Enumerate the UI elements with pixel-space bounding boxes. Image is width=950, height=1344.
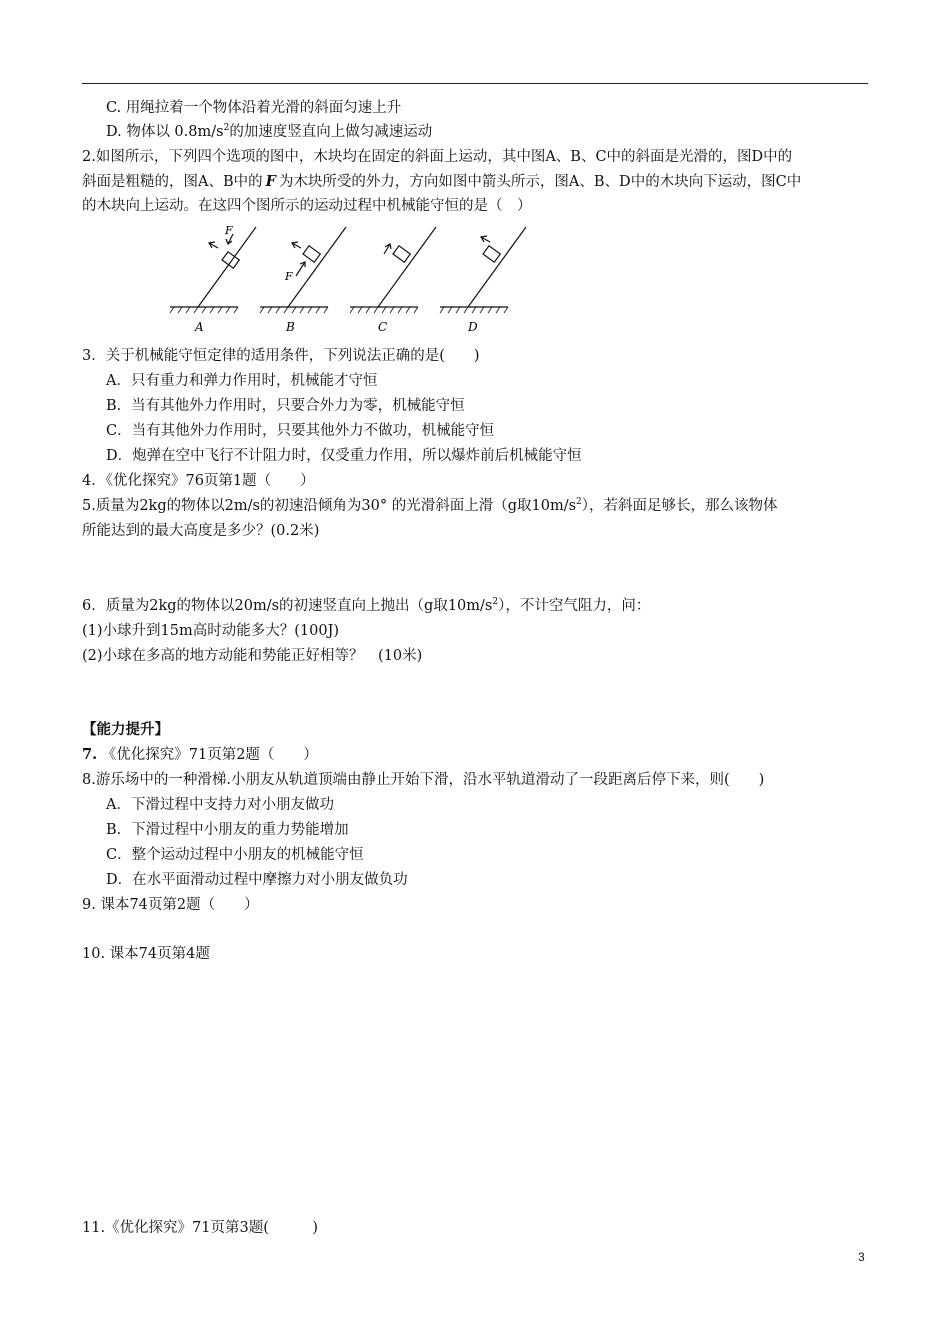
q9: 9. 课本74页第2题（ ） (82, 897, 259, 913)
q3-option-b: B．当有其他外力作用时，只要合外力为零，机械能守恒 (106, 398, 465, 414)
figure-label-a: A (195, 320, 204, 334)
q6-part-1: (1)小球升到15m高时动能多大？(100J) (82, 623, 340, 639)
q3-option-c: C．当有其他外力作用时，只要其他外力不做功，机械能守恒 (106, 423, 495, 439)
q2-line-2: 斜面是粗糙的，图A、B中的 F 为木块所受的外力，方向如图中箭头所示，图A、B、D中的木块向下运动，图C中 (82, 173, 802, 190)
figure-label-c: C (378, 320, 388, 334)
q3-option-a: A．只有重力和弹力作用时，机械能才守恒 (106, 373, 378, 389)
figure-d (440, 227, 526, 313)
q11: 11.《优化探究》71页第3题( ) (82, 1220, 319, 1236)
figure-b (260, 227, 346, 313)
force-label-a: F (225, 224, 233, 237)
incline-figures (160, 222, 540, 340)
q2-line-3: 的木块向上运动。在这四个图所示的运动过程中机械能守恒的是（ ） (82, 198, 532, 214)
force-symbol: F (265, 173, 276, 190)
figure-label-b: B (286, 320, 295, 334)
section-heading: 【能力提升】 (82, 721, 169, 738)
q7: 7. 《优化探究》71页第2题（ ） (82, 746, 318, 763)
q5-line-1: 5.质量为2kg的物体以2m/s的初速沿倾角为30° 的光滑斜面上滑（g取$10m/s^2$），若斜面足够长，那么该物体 (82, 497, 778, 514)
q5-line-2: 所能达到的最大高度是多少？(0.2米) (82, 523, 320, 539)
figure-a (170, 227, 256, 313)
q2-line-1: 2.如图所示，下列四个选项的图中，木块均在固定的斜面上运动，其中图A、B、C中的斜面是光滑的，图D中的 (82, 149, 793, 165)
header-rule (82, 83, 868, 84)
figure-label-d: D (468, 320, 478, 334)
figure-c (350, 227, 436, 313)
q6-part-2: (2)小球在多高的地方动能和势能正好相等？ (10米) (82, 648, 423, 664)
page-number: 3 (858, 1250, 865, 1264)
q1-option-d: D. 物体以 $0.8m/s^2$的加速度竖直向上做匀减速运动 (106, 123, 433, 140)
q8-option-b: B．下滑过程中小朋友的重力势能增加 (106, 822, 349, 838)
q8-option-d: D．在水平面滑动过程中摩擦力对小朋友做负功 (106, 872, 408, 888)
force-label-b: F (285, 270, 293, 283)
q10: 10. 课本74页第4题 (82, 946, 210, 962)
q4: 4．《优化探究》76页第1题（ ） (82, 473, 315, 489)
q3-option-d: D．炮弹在空中飞行不计阻力时，仅受重力作用，所以爆炸前后机械能守恒 (106, 448, 582, 464)
q1-option-c: C. 用绳拉着一个物体沿着光滑的斜面匀速上升 (106, 100, 402, 116)
q8-option-c: C．整个运动过程中小朋友的机械能守恒 (106, 847, 364, 863)
q6-stem: 6．质量为2kg的物体以20m/s的初速竖直向上抛出（g取$10m/s^2$），不计空气阻力，问： (82, 597, 651, 614)
q3-stem: 3．关于机械能守恒定律的适用条件，下列说法正确的是( ) (82, 348, 480, 364)
q8-option-a: A．下滑过程中支持力对小朋友做功 (106, 797, 334, 813)
q8-stem: 8.游乐场中的一种滑梯.小朋友从轨道顶端由静止开始下滑，沿水平轨道滑动了一段距离后停下来，则( ) (82, 772, 765, 788)
